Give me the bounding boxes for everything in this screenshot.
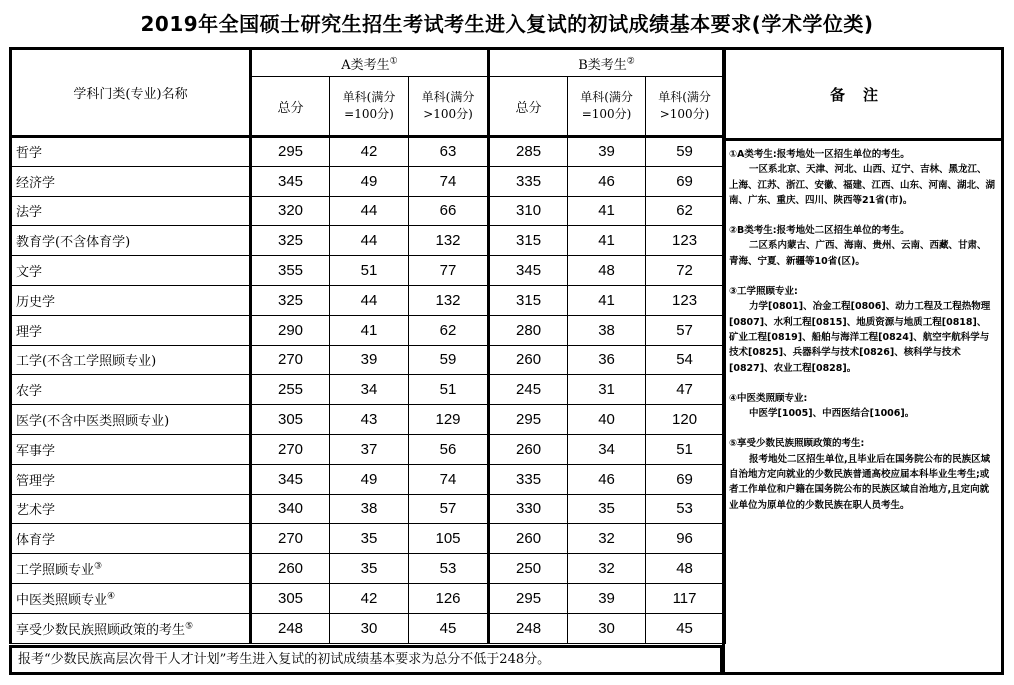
b-total-cell: 335 <box>489 166 568 196</box>
a-single-gt100-cell: 56 <box>409 434 489 464</box>
a-single-gt100-cell: 63 <box>409 137 489 167</box>
subject-name: 教育学(不含体育学) <box>16 235 131 251</box>
a-total-cell: 305 <box>251 583 330 613</box>
page-title: 2019年全国硕士研究生招生考试考生进入复试的初试成绩基本要求(学术学位类) <box>140 12 874 36</box>
b-single-100-cell: 31 <box>568 375 646 405</box>
note-body: 一区系北京、天津、河北、山西、辽宁、吉林、黑龙江、上海、江苏、浙江、安徽、福建、江西、山东、河南、湖北、湖南、广东、重庆、四川、陕西等21省(市)。 <box>729 164 996 206</box>
b-single-100-cell: 41 <box>568 226 646 256</box>
table-row <box>11 405 725 435</box>
b-single-gt100-cell: 51 <box>646 434 725 464</box>
a-single-gt100-cell: 132 <box>409 285 489 315</box>
a-single-100-cell: 37 <box>330 434 409 464</box>
subject-name: 享受少数民族照顾政策的考生 <box>16 622 186 638</box>
b-single-gt100-line1: 单科(满分 <box>658 90 711 104</box>
subject-name: 医学(不含中医类照顾专业) <box>16 414 170 430</box>
subject-name-cell <box>11 345 251 375</box>
group-b-footnote-mark: ② <box>626 56 635 67</box>
a-single-gt100-cell: 129 <box>409 405 489 435</box>
a-single-gt100-cell: 126 <box>409 583 489 613</box>
a-single-gt100-cell: 105 <box>409 524 489 554</box>
a-single-100-cell: 49 <box>330 464 409 494</box>
a-single-gt100-cell: 74 <box>409 464 489 494</box>
subject-name: 艺术学 <box>16 503 56 519</box>
footnote-mark: ⑤ <box>185 621 194 632</box>
a-total-cell: 270 <box>251 524 330 554</box>
notes-column <box>722 47 1004 675</box>
a-single-gt100-line2: >100分) <box>423 107 473 121</box>
b-single-100-cell: 40 <box>568 405 646 435</box>
group-a-footnote-mark: ① <box>389 56 398 67</box>
subject-name-cell <box>11 613 251 643</box>
subject-name: 经济学 <box>16 175 56 191</box>
b-single-100-cell: 39 <box>568 137 646 167</box>
table-row <box>11 554 725 584</box>
b-total-cell: 280 <box>489 315 568 345</box>
subject-name: 农学 <box>16 384 43 400</box>
a-single-100-cell: 35 <box>330 524 409 554</box>
a-single-gt100-cell: 74 <box>409 166 489 196</box>
b-single-gt100-cell: 48 <box>646 554 725 584</box>
table-row <box>11 613 725 643</box>
b-total-cell: 315 <box>489 226 568 256</box>
b-single-100-cell: 46 <box>568 464 646 494</box>
a-single-100-cell: 35 <box>330 554 409 584</box>
a-single-gt100-cell: 45 <box>409 613 489 643</box>
a-single-gt100-cell: 66 <box>409 196 489 226</box>
a-single-100-cell: 41 <box>330 315 409 345</box>
b-total-cell: 345 <box>489 256 568 286</box>
b-single-100-cell: 39 <box>568 583 646 613</box>
subject-name: 哲学 <box>16 146 43 162</box>
b-total-cell: 248 <box>489 613 568 643</box>
a-single-gt100-cell: 59 <box>409 345 489 375</box>
a-total-cell: 320 <box>251 196 330 226</box>
subject-name-cell <box>11 226 251 256</box>
a-single-100-cell: 44 <box>330 226 409 256</box>
note-body: 力学[0801]、冶金工程[0806]、动力工程及工程热物理[0807]、水利工程[0815]、地质资源与地质工程[0818]、矿业工程[0819]、船舶与海洋工程[0824]、航空宇航科学与技术[0825]、兵器科学与技术[0826]、核科学与技术[0827]、农业工程[0828]。 <box>729 301 991 374</box>
b-total-cell: 310 <box>489 196 568 226</box>
b-single-100-cell: 34 <box>568 434 646 464</box>
subject-name-cell <box>11 315 251 345</box>
subject-name: 法学 <box>16 205 43 221</box>
b-total-cell: 245 <box>489 375 568 405</box>
a-total-cell: 270 <box>251 345 330 375</box>
table-row <box>11 256 725 286</box>
a-single-100-line1: 单科(满分 <box>342 90 396 104</box>
table-row <box>11 524 725 554</box>
b-single-100-cell: 36 <box>568 345 646 375</box>
notes-header: 备注 <box>725 50 1001 141</box>
notes-body <box>725 141 1001 513</box>
group-a-label: A类考生 <box>341 57 390 73</box>
a-single-100-cell: 42 <box>330 137 409 167</box>
note-body: 报考地处二区招生单位,且毕业后在国务院公布的民族区域自治地方定向就业的少数民族普通高校应届本科毕业生考生;或者工作单位和户籍在国务院公布的民族区域自治地方,且定向就业单位为原单位的少数民族在职人员考生。 <box>729 453 991 511</box>
a-single-100-cell: 30 <box>330 613 409 643</box>
subject-name-cell <box>11 494 251 524</box>
b-single-gt100-cell: 69 <box>646 166 725 196</box>
a-total-cell: 260 <box>251 554 330 584</box>
b-single-100-line1: 单科(满分 <box>580 90 633 104</box>
subject-name-cell <box>11 196 251 226</box>
a-total-cell: 325 <box>251 285 330 315</box>
a-single-gt100-cell: 53 <box>409 554 489 584</box>
subject-name: 中医类照顾专业 <box>16 592 108 608</box>
a-single-gt100-cell: 57 <box>409 494 489 524</box>
b-single-gt100-cell: 96 <box>646 524 725 554</box>
note-item <box>729 436 995 512</box>
subject-name: 工学照顾专业 <box>16 563 95 579</box>
a-total-cell: 290 <box>251 315 330 345</box>
subject-name-cell <box>11 285 251 315</box>
table-row <box>11 166 725 196</box>
subject-name: 文学 <box>16 265 43 281</box>
b-total-cell: 335 <box>489 464 568 494</box>
b-single-gt100-cell: 117 <box>646 583 725 613</box>
subject-name: 理学 <box>16 324 43 340</box>
b-single-100-cell: 46 <box>568 166 646 196</box>
subject-name-cell <box>11 464 251 494</box>
table-row <box>11 494 725 524</box>
a-single-gt100-cell: 132 <box>409 226 489 256</box>
table-row <box>11 375 725 405</box>
note-heading: ③工学照顾专业: <box>729 286 798 298</box>
note-heading: ①A类考生:报考地处一区招生单位的考生。 <box>729 149 910 160</box>
note-heading: ⑤享受少数民族照顾政策的考生: <box>729 438 865 450</box>
a-total-cell: 355 <box>251 256 330 286</box>
a-single-100-cell: 38 <box>330 494 409 524</box>
b-total-cell: 315 <box>489 285 568 315</box>
b-single-gt100-cell: 72 <box>646 256 725 286</box>
footnote-mark: ③ <box>94 561 103 572</box>
a-single-100-cell: 44 <box>330 196 409 226</box>
b-single-gt100-cell: 57 <box>646 315 725 345</box>
footer-note: 报考“少数民族高层次骨干人才计划”考生进入复试的初试成绩基本要求为总分不低于248分。 <box>9 645 723 675</box>
subject-name-cell <box>11 554 251 584</box>
b-single-gt100-cell: 120 <box>646 405 725 435</box>
b-single-gt100-cell: 53 <box>646 494 725 524</box>
a-total-cell: 340 <box>251 494 330 524</box>
b-single-gt100-cell: 62 <box>646 196 725 226</box>
b-total-header: 总分 <box>489 77 568 137</box>
b-single-gt100-cell: 47 <box>646 375 725 405</box>
subject-name: 管理学 <box>16 473 56 489</box>
subject-name-cell <box>11 166 251 196</box>
b-total-cell: 250 <box>489 554 568 584</box>
a-single-100-cell: 34 <box>330 375 409 405</box>
b-single-gt100-cell: 123 <box>646 226 725 256</box>
a-single-gt100-cell: 51 <box>409 375 489 405</box>
b-total-cell: 295 <box>489 583 568 613</box>
b-total-cell: 285 <box>489 137 568 167</box>
table-row <box>11 583 725 613</box>
table-body <box>11 137 725 644</box>
b-single-100-header <box>568 77 646 137</box>
table-row <box>11 137 725 167</box>
a-total-cell: 345 <box>251 464 330 494</box>
a-single-100-cell: 44 <box>330 285 409 315</box>
table-row <box>11 285 725 315</box>
b-single-gt100-cell: 59 <box>646 137 725 167</box>
b-single-100-cell: 41 <box>568 285 646 315</box>
b-single-100-cell: 38 <box>568 315 646 345</box>
table-row <box>11 226 725 256</box>
subject-name-cell <box>11 256 251 286</box>
a-total-cell: 248 <box>251 613 330 643</box>
group-b-label: B类考生 <box>578 57 627 73</box>
a-single-gt100-cell: 62 <box>409 315 489 345</box>
subject-name: 工学(不含工学照顾专业) <box>16 354 157 370</box>
note-item <box>729 147 995 208</box>
table-row <box>11 345 725 375</box>
a-total-cell: 305 <box>251 405 330 435</box>
b-total-cell: 260 <box>489 434 568 464</box>
b-total-cell: 295 <box>489 405 568 435</box>
a-total-header: 总分 <box>251 77 330 137</box>
b-single-100-cell: 30 <box>568 613 646 643</box>
note-heading: ④中医类照顾专业: <box>729 392 808 404</box>
subject-name: 历史学 <box>16 294 56 310</box>
b-single-100-cell: 48 <box>568 256 646 286</box>
subject-name-cell <box>11 524 251 554</box>
subject-name: 军事学 <box>16 443 56 459</box>
b-single-gt100-line2: >100分) <box>659 107 710 121</box>
subject-name-cell <box>11 583 251 613</box>
a-single-100-cell: 39 <box>330 345 409 375</box>
b-single-gt100-header <box>646 77 725 137</box>
b-single-gt100-cell: 45 <box>646 613 725 643</box>
table-row <box>11 434 725 464</box>
b-single-gt100-cell: 69 <box>646 464 725 494</box>
a-single-100-line2: =100分) <box>344 107 394 121</box>
subject-name-cell <box>11 137 251 167</box>
b-single-100-cell: 35 <box>568 494 646 524</box>
b-single-gt100-cell: 54 <box>646 345 725 375</box>
subject-name: 体育学 <box>16 533 56 549</box>
b-total-cell: 330 <box>489 494 568 524</box>
table-row <box>11 196 725 226</box>
table-row <box>11 315 725 345</box>
b-single-100-cell: 41 <box>568 196 646 226</box>
group-a-header <box>251 49 489 77</box>
note-item <box>729 223 995 269</box>
subject-name-cell <box>11 375 251 405</box>
note-body: 二区系内蒙古、广西、海南、贵州、云南、西藏、甘肃、青海、宁夏、新疆等10省(区)。 <box>729 240 987 267</box>
subject-column-header: 学科门类(专业)名称 <box>11 49 251 137</box>
subject-name-cell <box>11 434 251 464</box>
b-total-cell: 260 <box>489 524 568 554</box>
b-single-100-line2: =100分) <box>581 107 632 121</box>
table-row <box>11 464 725 494</box>
note-body: 中医学[1005]、中西医结合[1006]。 <box>749 408 915 420</box>
a-total-cell: 270 <box>251 434 330 464</box>
a-total-cell: 345 <box>251 166 330 196</box>
b-single-gt100-cell: 123 <box>646 285 725 315</box>
note-item <box>729 391 995 422</box>
footnote-mark: ④ <box>107 591 116 602</box>
a-single-gt100-cell: 77 <box>409 256 489 286</box>
a-single-100-cell: 51 <box>330 256 409 286</box>
a-single-100-cell: 43 <box>330 405 409 435</box>
a-single-100-header <box>330 77 409 137</box>
b-single-100-cell: 32 <box>568 524 646 554</box>
subject-name-cell <box>11 405 251 435</box>
a-single-gt100-header <box>409 77 489 137</box>
a-total-cell: 325 <box>251 226 330 256</box>
a-total-cell: 295 <box>251 137 330 167</box>
group-b-header <box>489 49 725 77</box>
note-item <box>729 284 995 376</box>
note-heading: ②B类考生:报考地处二区招生单位的考生。 <box>729 225 910 237</box>
score-table <box>9 47 726 644</box>
b-total-cell: 260 <box>489 345 568 375</box>
b-single-100-cell: 32 <box>568 554 646 584</box>
a-single-gt100-line1: 单科(满分 <box>421 90 475 104</box>
a-single-100-cell: 49 <box>330 166 409 196</box>
a-total-cell: 255 <box>251 375 330 405</box>
a-single-100-cell: 42 <box>330 583 409 613</box>
